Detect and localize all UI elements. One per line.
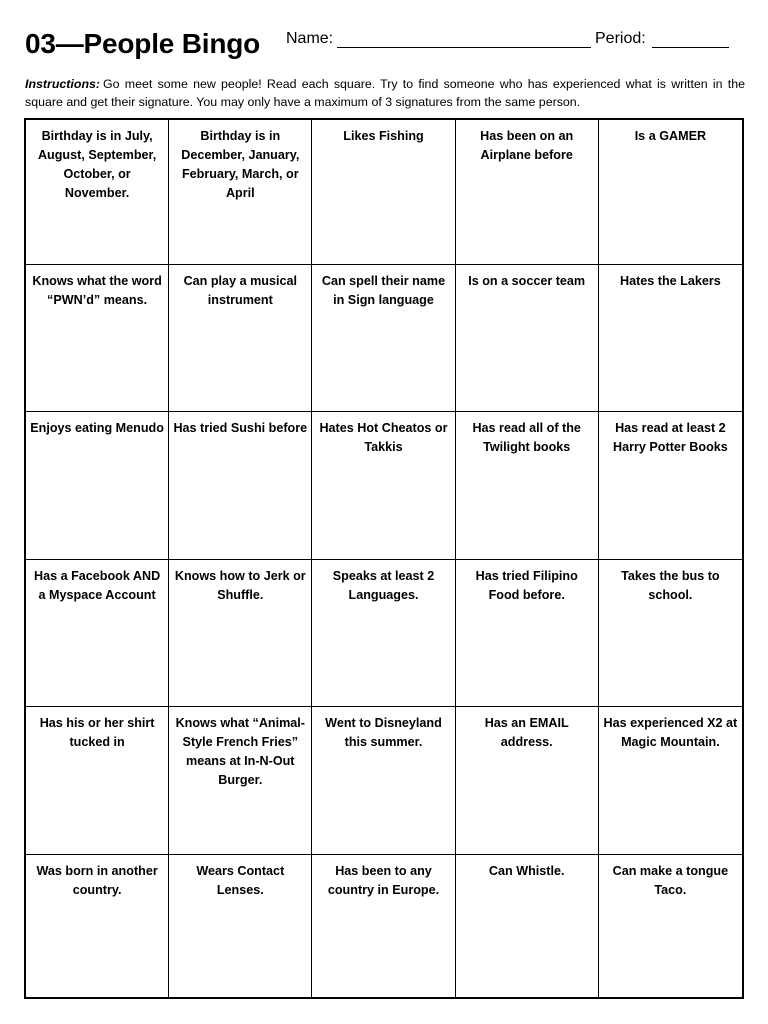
bingo-square-text: Has been to any country in Europe. xyxy=(327,864,440,897)
bingo-square[interactable] xyxy=(456,120,599,265)
name-label: Name: xyxy=(286,30,334,47)
bingo-square-text: Speaks at least 2 Languages. xyxy=(332,569,435,602)
bingo-square[interactable] xyxy=(312,855,455,997)
bingo-square-text: Has a Facebook AND a Myspace Account xyxy=(33,569,161,602)
bingo-square-text: Has read all of the Twilight books xyxy=(472,421,581,454)
bingo-square-text: Birthday is in July, August, September, October, or November. xyxy=(37,129,157,200)
bingo-square-text: Has experienced X2 at Magic Mountain. xyxy=(603,716,738,749)
bingo-square-text: Has read at least 2 Harry Potter Books xyxy=(613,421,728,454)
bingo-square-text: Hates Hot Cheatos or Takkis xyxy=(319,421,448,454)
bingo-square[interactable] xyxy=(599,707,742,855)
bingo-square[interactable] xyxy=(169,120,312,265)
bingo-square-text: Hates the Lakers xyxy=(619,274,721,288)
bingo-square[interactable] xyxy=(599,120,742,265)
bingo-square-text: Knows what the word “PWN’d” means. xyxy=(32,274,162,307)
bingo-square-text: Enjoys eating Menudo xyxy=(30,421,164,435)
bingo-square-text: Can play a musical instrument xyxy=(183,274,297,307)
bingo-square[interactable] xyxy=(26,265,169,412)
bingo-square-text: Went to Disneyland this summer. xyxy=(325,716,442,749)
bingo-square[interactable] xyxy=(599,855,742,997)
bingo-square-text: Is on a soccer team xyxy=(468,274,586,288)
bingo-square-text: Can spell their name in Sign language xyxy=(321,274,446,307)
instructions-text: Go meet some new people! Read each square. Try to find someone who has experienced what is written in the square and get their signature. You may only have a maximum of 3 signatures from the same person. xyxy=(25,77,745,109)
bingo-square[interactable] xyxy=(26,707,169,855)
bingo-square[interactable] xyxy=(26,120,169,265)
instructions-label: Instructions: xyxy=(25,77,101,91)
bingo-square-text: Has been on an Airplane before xyxy=(480,129,574,162)
bingo-square[interactable] xyxy=(169,265,312,412)
bingo-square[interactable] xyxy=(456,707,599,855)
bingo-square[interactable] xyxy=(456,265,599,412)
name-field[interactable] xyxy=(337,47,591,48)
bingo-square[interactable] xyxy=(312,707,455,855)
bingo-square-text: Is a GAMER xyxy=(634,129,707,143)
bingo-square[interactable] xyxy=(456,412,599,560)
bingo-square[interactable] xyxy=(599,560,742,707)
bingo-square-text: Knows what “Animal-Style French Fries” means at In-N-Out Burger. xyxy=(175,716,306,787)
bingo-square[interactable] xyxy=(312,412,455,560)
bingo-grid xyxy=(24,118,744,999)
bingo-square[interactable] xyxy=(312,265,455,412)
bingo-square[interactable] xyxy=(26,412,169,560)
period-field[interactable] xyxy=(652,47,729,48)
instructions xyxy=(25,75,745,111)
bingo-square-text: Birthday is in December, January, February, March, or April xyxy=(181,129,300,200)
worksheet-header xyxy=(25,28,745,68)
bingo-square-text: Has an EMAIL address. xyxy=(484,716,569,749)
period-label: Period: xyxy=(595,30,646,47)
bingo-square[interactable] xyxy=(456,560,599,707)
bingo-square[interactable] xyxy=(312,560,455,707)
bingo-square[interactable] xyxy=(169,412,312,560)
bingo-square-text: Has his or her shirt tucked in xyxy=(39,716,155,749)
bingo-square-text: Takes the bus to school. xyxy=(621,569,720,602)
bingo-square-text: Likes Fishing xyxy=(343,129,424,143)
bingo-square[interactable] xyxy=(169,707,312,855)
bingo-square-text: Wears Contact Lenses. xyxy=(196,864,285,897)
bingo-square[interactable] xyxy=(26,560,169,707)
bingo-square[interactable] xyxy=(599,412,742,560)
bingo-square[interactable] xyxy=(169,855,312,997)
bingo-square-text: Was born in another country. xyxy=(36,864,158,897)
bingo-square-text: Has tried Sushi before xyxy=(173,421,308,435)
bingo-square-text: Can make a tongue Taco. xyxy=(612,864,729,897)
bingo-square[interactable] xyxy=(169,560,312,707)
bingo-square-text: Has tried Filipino Food before. xyxy=(475,569,578,602)
bingo-square[interactable] xyxy=(456,855,599,997)
bingo-square-text: Knows how to Jerk or Shuffle. xyxy=(174,569,306,602)
bingo-square[interactable] xyxy=(599,265,742,412)
worksheet-title: 03—People Bingo xyxy=(25,28,261,59)
bingo-square-text: Can Whistle. xyxy=(488,864,565,878)
bingo-square[interactable] xyxy=(312,120,455,265)
bingo-square[interactable] xyxy=(26,855,169,997)
